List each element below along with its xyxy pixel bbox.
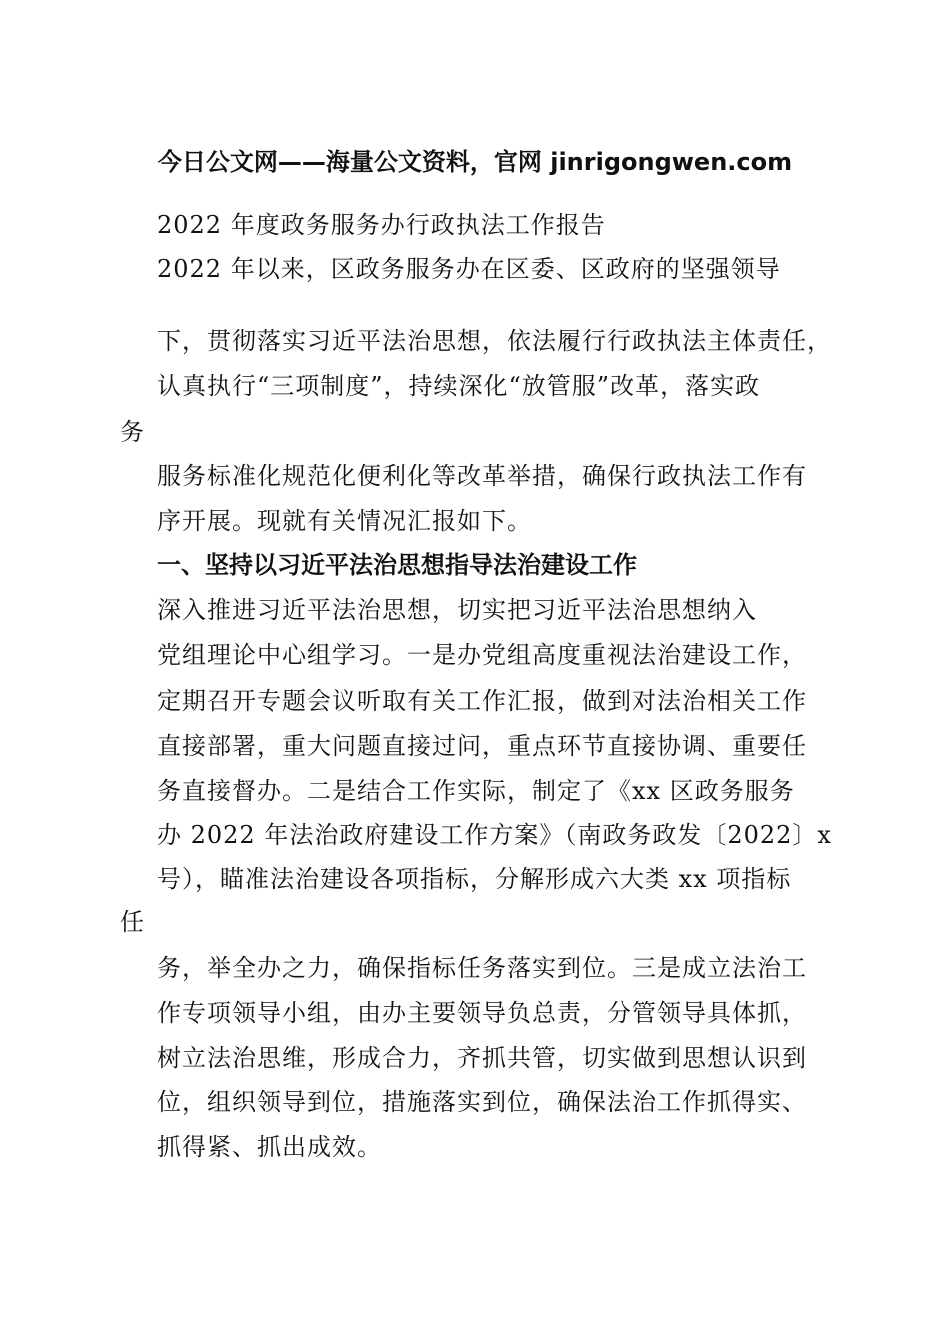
paragraph-line: 序开展。现就有关情况汇报如下。 xyxy=(157,507,532,535)
paragraph-line: 务 xyxy=(120,418,145,446)
paragraph-line: 认真执行“三项制度”，持续深化“放管服”改革，落实政 xyxy=(157,372,761,400)
paragraph-line: 抓得紧、抓出成效。 xyxy=(157,1133,382,1161)
paragraph-line: 办 2022 年法治政府建设工作方案》（南政务政发〔2022〕x xyxy=(157,821,832,849)
paragraph-line: 作专项领导小组，由办主要领导负总责，分管领导具体抓， xyxy=(157,999,807,1027)
paragraph-line: 2022 年以来，区政务服务办在区委、区政府的坚强领导 xyxy=(157,255,781,283)
paragraph-line: 号），瞄准法治建设各项指标，分解形成六大类 xx 项指标 xyxy=(157,865,792,893)
paragraph-line: 务直接督办。二是结合工作实际，制定了《xx 区政务服务 xyxy=(157,777,795,805)
paragraph-line: 下，贯彻落实习近平法治思想，依法履行行政执法主体责任， xyxy=(157,327,832,355)
paragraph-line: 深入推进习近平法治思想，切实把习近平法治思想纳入 xyxy=(157,596,757,624)
document-title: 2022 年度政务服务办行政执法工作报告 xyxy=(157,211,606,239)
paragraph-line: 服务标准化规范化便利化等改革举措，确保行政执法工作有 xyxy=(157,462,807,490)
paragraph-line: 任 xyxy=(120,908,145,936)
paragraph-line: 树立法治思维，形成合力，齐抓共管，切实做到思想认识到 xyxy=(157,1044,807,1072)
paragraph-line: 定期召开专题会议听取有关工作汇报，做到对法治相关工作 xyxy=(157,687,807,715)
paragraph-line: 位，组织领导到位，措施落实到位，确保法治工作抓得实、 xyxy=(157,1088,807,1116)
paragraph-line: 直接部署，重大问题直接过问，重点环节直接协调、重要任 xyxy=(157,732,807,760)
paragraph-line: 务，举全办之力，确保指标任务落实到位。三是成立法治工 xyxy=(157,954,807,982)
paragraph-line: 党组理论中心组学习。一是办党组高度重视法治建设工作， xyxy=(157,641,807,669)
section-heading: 一、坚持以习近平法治思想指导法治建设工作 xyxy=(157,551,637,579)
site-header: 今日公文网——海量公文资料，官网 jinrigongwen.com xyxy=(157,148,793,176)
